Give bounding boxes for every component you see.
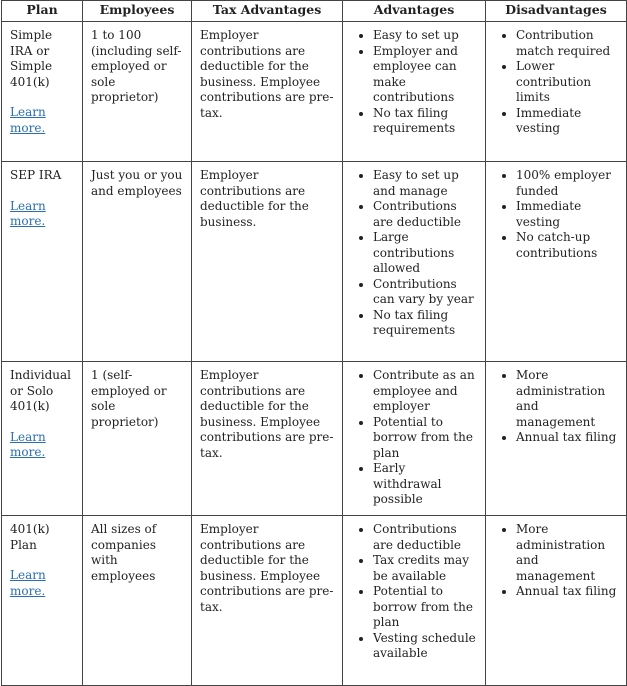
learn-more-link[interactable]: Learn more.	[10, 198, 46, 228]
list-item: • Potential to borrow from the plan	[373, 415, 477, 462]
advantages-cell	[343, 162, 486, 362]
list-item: • Large contributions allowed	[373, 230, 477, 277]
plan-name: Simple IRA or Simple 401(k)	[10, 28, 53, 89]
list-item: • Potential to borrow from the plan	[373, 584, 477, 631]
advantages-list	[351, 368, 477, 508]
disadvantages-list	[494, 28, 618, 137]
table-row	[2, 362, 627, 516]
list-item: • Contributions can vary by year	[373, 277, 477, 308]
advantages-cell	[343, 362, 486, 516]
list-item: • Easy to set up	[373, 28, 477, 44]
list-item: • Early withdrawal possible	[373, 461, 477, 508]
employees-cell: 1 (self-employed or sole proprietor)	[83, 362, 192, 516]
retirement-plans-table	[1, 0, 627, 686]
advantages-cell	[343, 22, 486, 162]
plan-name: Individual or Solo 401(k)	[10, 368, 72, 413]
header-advantages: Advantages	[343, 1, 486, 22]
table-header-row	[2, 1, 627, 22]
learn-more-link[interactable]: Learn more.	[10, 105, 46, 135]
header-plan: Plan	[2, 1, 83, 22]
employees-cell: 1 to 100 (including self-employed or sole proprietor)	[83, 22, 192, 162]
list-item: • No catch-up contributions	[516, 230, 618, 261]
tax-advantages-cell: Employer contributions are deductible for the business. Employee contributions are pre-tax.	[192, 22, 343, 162]
learn-more-link[interactable]: Learn more.	[10, 429, 46, 459]
list-item: • Immediate vesting	[516, 199, 618, 230]
plan-name: 401(k) Plan	[10, 522, 50, 552]
learn-more-link[interactable]: Learn more.	[10, 568, 46, 598]
disadvantages-cell	[486, 22, 627, 162]
list-item: • Lower contribution limits	[516, 59, 618, 106]
plan-cell	[2, 22, 83, 162]
advantages-list	[351, 168, 477, 339]
list-item: • Contribute as an employee and employer	[373, 368, 477, 415]
advantages-cell	[343, 516, 486, 686]
employees-cell: All sizes of companies with employees	[83, 516, 192, 686]
employees-cell: Just you or you and employees	[83, 162, 192, 362]
table-row	[2, 162, 627, 362]
list-item: • Tax credits may be available	[373, 553, 477, 584]
header-employees: Employees	[83, 1, 192, 22]
disadvantages-list	[494, 168, 618, 261]
plan-name: SEP IRA	[10, 168, 62, 182]
plan-cell	[2, 516, 83, 686]
list-item: • No tax filing requirements	[373, 106, 477, 137]
advantages-list	[351, 28, 477, 137]
list-item: • Annual tax filing	[516, 430, 618, 446]
list-item: • Immediate vesting	[516, 106, 618, 137]
header-disadvantages: Disadvantages	[486, 1, 627, 22]
disadvantages-cell	[486, 162, 627, 362]
list-item: • More administration and management	[516, 522, 618, 584]
disadvantages-cell	[486, 516, 627, 686]
list-item: • Vesting schedule available	[373, 631, 477, 662]
disadvantages-cell	[486, 362, 627, 516]
plan-cell	[2, 362, 83, 516]
plan-cell	[2, 162, 83, 362]
list-item: • Contribution match required	[516, 28, 618, 59]
list-item: • No tax filing requirements	[373, 308, 477, 339]
tax-advantages-cell: Employer contributions are deductible for the business. Employee contributions are pre-tax.	[192, 362, 343, 516]
tax-advantages-cell: Employer contributions are deductible for the business. Employee contributions are pre-tax.	[192, 516, 343, 686]
advantages-list	[351, 522, 477, 662]
disadvantages-list	[494, 522, 618, 600]
tax-advantages-cell: Employer contributions are deductible for the business.	[192, 162, 343, 362]
list-item: • Contributions are deductible	[373, 522, 477, 553]
table-row	[2, 22, 627, 162]
header-tax-advantages: Tax Advantages	[192, 1, 343, 22]
list-item: • Easy to set up and manage	[373, 168, 477, 199]
list-item: • More administration and management	[516, 368, 618, 430]
table-row	[2, 516, 627, 686]
disadvantages-list	[494, 368, 618, 446]
list-item: • Annual tax filing	[516, 584, 618, 600]
list-item: • Contributions are deductible	[373, 199, 477, 230]
list-item: • Employer and employee can make contributions	[373, 44, 477, 106]
list-item: • 100% employer funded	[516, 168, 618, 199]
